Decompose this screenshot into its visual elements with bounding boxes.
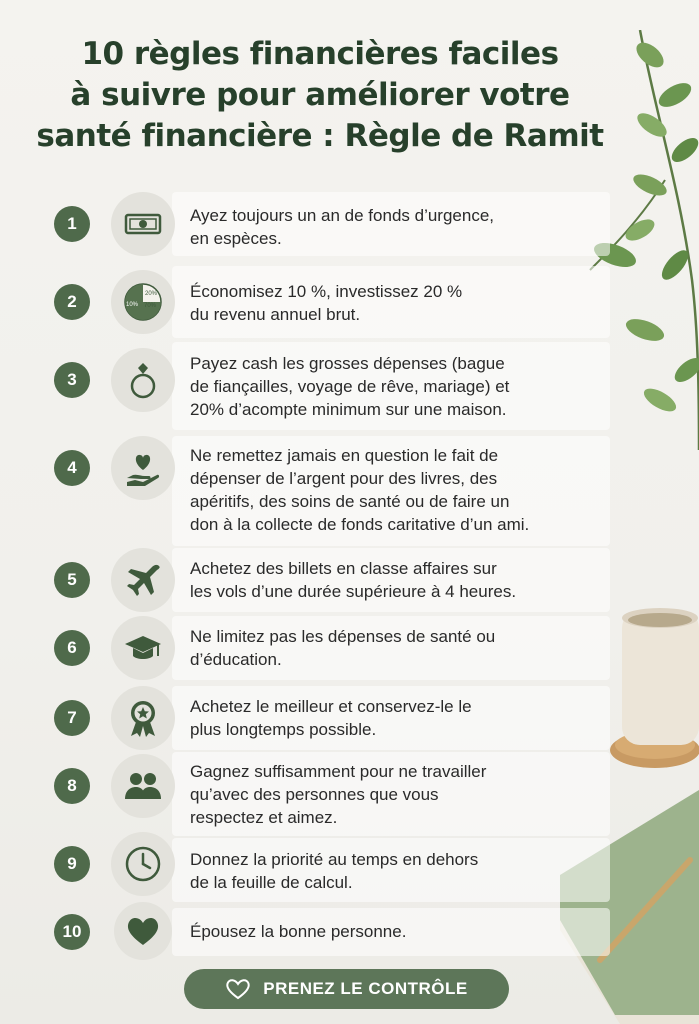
rule-text-5	[190, 557, 605, 603]
rule-text-6	[190, 625, 605, 671]
award-ribbon-icon	[123, 698, 163, 738]
rule-icon-circle-2	[111, 270, 175, 334]
rule-item-3	[0, 346, 610, 426]
rule-number-7: 7	[54, 700, 90, 736]
rule-icon-circle-10	[114, 902, 172, 960]
clock-icon	[123, 844, 163, 884]
rule-number-3: 3	[54, 362, 90, 398]
rule-6-line-1: Ne limitez pas les dépenses de santé ou	[190, 627, 496, 646]
rule-number-4: 4	[54, 450, 90, 486]
rule-icon-circle-3	[111, 348, 175, 412]
rule-text-9	[190, 848, 605, 894]
rule-number-9: 9	[54, 846, 90, 882]
rule-number-8: 8	[54, 768, 90, 804]
rule-8-line-1: Gagnez suffisamment pour ne travailler	[190, 762, 487, 781]
rule-1-line-2: en espèces.	[190, 229, 282, 248]
rule-7-line-1: Achetez le meilleur et conservez-le le	[190, 697, 472, 716]
pie-label-20: 20%	[145, 291, 158, 297]
rule-item-6	[0, 620, 610, 676]
rule-text-1	[190, 204, 605, 250]
rule-9-line-1: Donnez la priorité au temps en dehors	[190, 850, 479, 869]
rule-item-2	[0, 270, 610, 334]
rule-3-line-2: de fiançailles, voyage de rêve, mariage) et	[190, 377, 510, 396]
heart-hand-icon	[123, 448, 163, 488]
rule-2-line-2: du revenu annuel brut.	[190, 305, 361, 324]
rule-icon-circle-8	[111, 754, 175, 818]
rule-number-5: 5	[54, 562, 90, 598]
rule-item-7	[0, 690, 610, 746]
rule-item-5	[0, 552, 610, 608]
rule-text-7	[190, 695, 605, 741]
rule-number-10: 10	[54, 914, 90, 950]
rule-icon-circle-1	[111, 192, 175, 256]
people-icon	[123, 766, 163, 806]
title-line-3: santé financière : Règle de Ramit	[36, 118, 604, 154]
rule-icon-circle-7	[111, 686, 175, 750]
rule-text-10	[190, 920, 605, 943]
rule-text-4	[190, 444, 605, 536]
take-control-label: PRENEZ LE CONTRÔLE	[263, 979, 468, 998]
title-line-1: 10 règles financières faciles	[81, 36, 559, 72]
rule-6-line-2: d’éducation.	[190, 650, 282, 669]
rule-8-line-2: qu’avec des personnes que vous	[190, 785, 439, 804]
graduation-cap-icon	[123, 628, 163, 668]
rule-text-3	[190, 352, 605, 421]
rule-item-4	[0, 440, 610, 542]
rule-icon-circle-9	[111, 832, 175, 896]
rule-5-line-1: Achetez des billets en classe affaires sur	[190, 559, 497, 578]
rule-4-line-1: Ne remettez jamais en question le fait de	[190, 446, 499, 465]
heart-icon	[123, 911, 163, 951]
rule-text-2	[190, 280, 605, 326]
rule-10-line-1: Épousez la bonne personne.	[190, 922, 407, 941]
pie-chart-icon	[123, 282, 163, 322]
rule-item-8	[0, 756, 610, 832]
rule-7-line-2: plus longtemps possible.	[190, 720, 377, 739]
banknote-icon	[123, 204, 163, 244]
rule-number-6: 6	[54, 630, 90, 666]
pie-label-10: 10%	[126, 302, 139, 308]
rule-5-line-2: les vols d’une durée supérieure à 4 heures.	[190, 582, 517, 601]
rule-8-line-3: respectez et aimez.	[190, 808, 338, 827]
take-control-button[interactable]	[184, 969, 509, 1009]
rule-3-line-3: 20% d’acompte minimum sur une maison.	[190, 400, 507, 419]
rule-item-10	[0, 912, 610, 952]
rule-number-1: 1	[54, 206, 90, 242]
rule-text-8	[190, 760, 605, 829]
rule-2-line-1: Économisez 10 %, investissez 20 %	[190, 282, 463, 301]
rule-3-line-1: Payez cash les grosses dépenses (bague	[190, 354, 505, 373]
rule-4-line-2: dépenser de l’argent pour des livres, des	[190, 469, 498, 488]
rule-9-line-2: de la feuille de calcul.	[190, 873, 353, 892]
rule-4-line-3: apéritifs, des soins de santé ou de faire un	[190, 492, 510, 511]
airplane-icon	[123, 560, 163, 600]
rule-icon-circle-4	[111, 436, 175, 500]
rule-4-line-4: don à la collecte de fonds caritative d’un ami.	[190, 515, 530, 534]
title-line-2: à suivre pour améliorer votre	[70, 77, 570, 113]
rule-icon-circle-6	[111, 616, 175, 680]
rule-item-1	[0, 196, 610, 252]
rule-number-2: 2	[54, 284, 90, 320]
heart-outline-icon	[225, 978, 251, 1000]
rule-item-9	[0, 842, 610, 898]
rule-1-line-1: Ayez toujours un an de fonds d’urgence,	[190, 206, 495, 225]
ring-icon	[123, 360, 163, 400]
rule-icon-circle-5	[111, 548, 175, 612]
pie-label-70: 70%	[144, 303, 157, 309]
